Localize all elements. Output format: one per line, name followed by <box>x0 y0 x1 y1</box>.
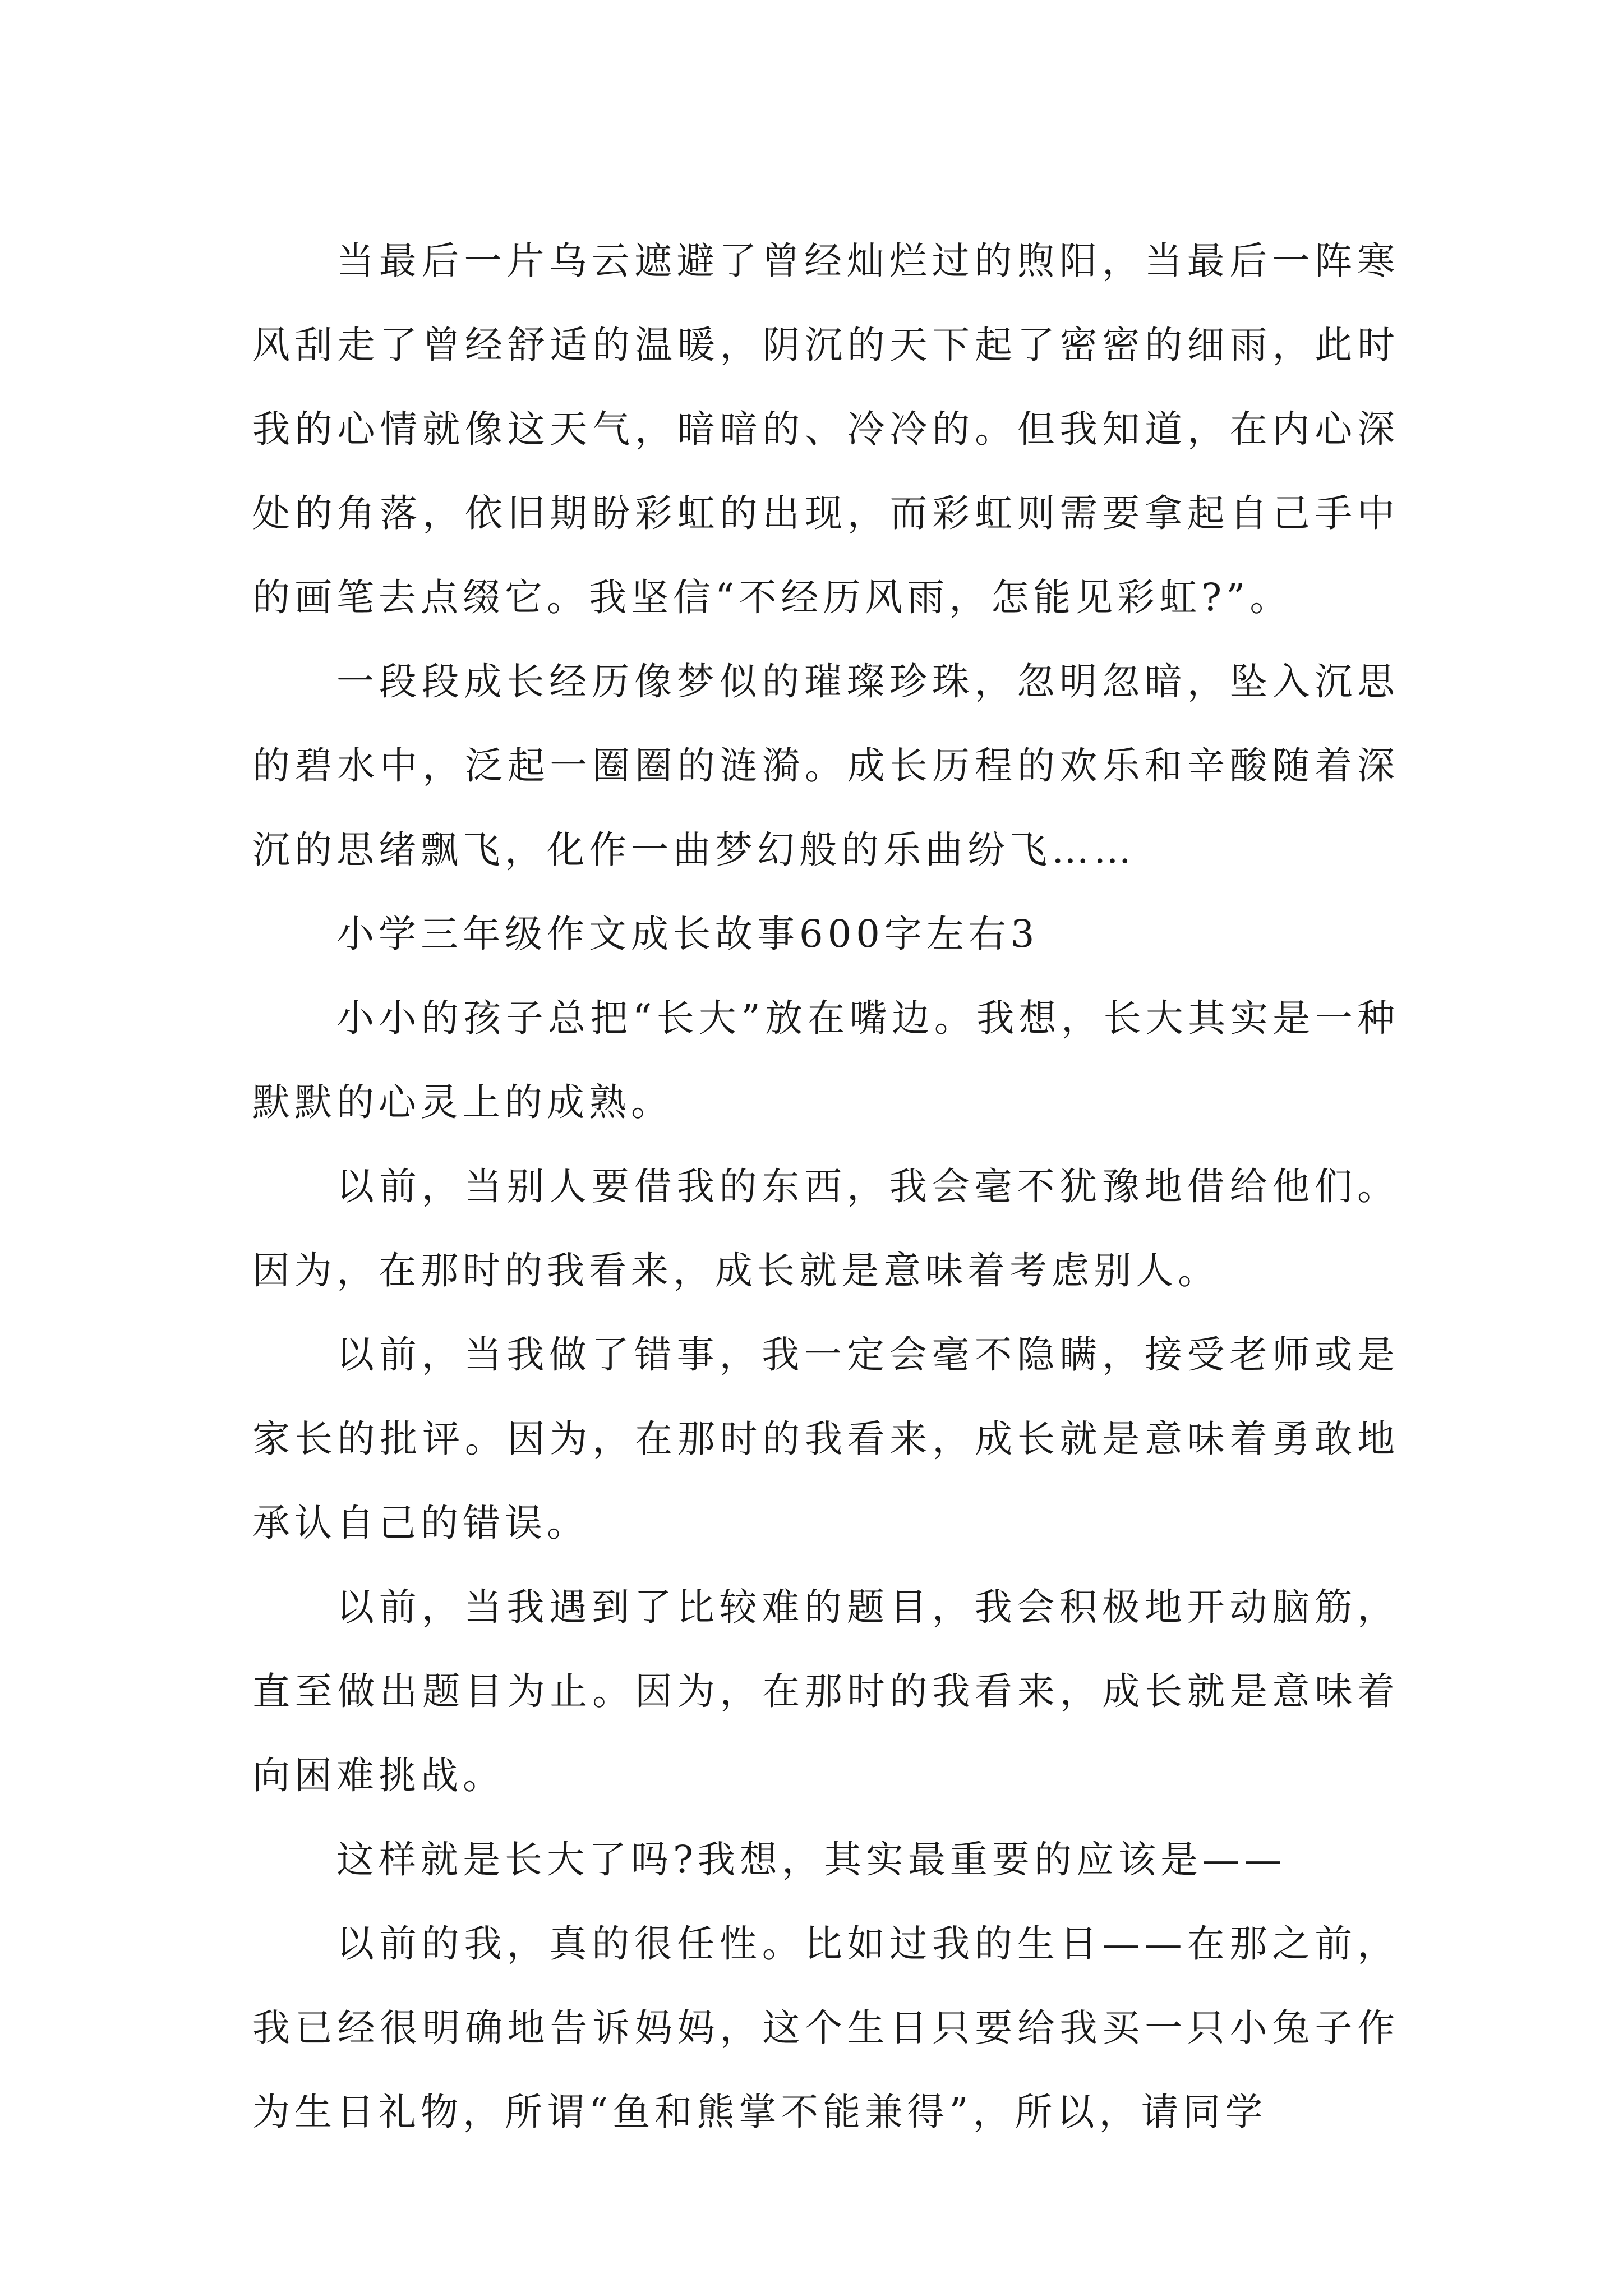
paragraph-growing-up: 小小的孩子总把“长大”放在嘴边。我想，长大其实是一种默默的心灵上的成熟。 <box>252 996 1399 1124</box>
paragraph-growth-pearls: 一段段成长经历像梦似的璀璨珍珠，忽明忽暗，坠入沉思的碧水中，泛起一圈圈的涟漪。成长历程的欢乐和辛酸随着深沉的思绪飘飞，化作一曲梦幻般的乐曲纷飞…… <box>252 660 1399 872</box>
document-body <box>252 219 1399 2154</box>
paragraph-rainbow-intro: 当最后一片乌云遮避了曾经灿烂过的煦阳，当最后一阵寒风刮走了曾经舒适的温暖，阴沉的天下起了密密的细雨，此时我的心情就像这天气，暗暗的、冷冷的。但我知道，在内心深处的角落，依旧期盼彩虹的出现，而彩虹则需要拿起自己手中的画笔去点缀它。我坚信“不经历风雨，怎能见彩虹?”。 <box>252 239 1399 619</box>
paragraph-birthday: 以前的我，真的很任性。比如过我的生日——在那之前，我已经很明确地告诉妈妈，这个生日只要给我买一只小兔子作为生日礼物，所谓“鱼和熊掌不能兼得”，所以，请同学 <box>252 1922 1399 2134</box>
paragraph-difficult-problems: 以前，当我遇到了比较难的题目，我会积极地开动脑筋，直至做出题目为止。因为，在那时的我看来，成长就是意味着向困难挑战。 <box>252 1585 1399 1797</box>
paragraph-mistakes: 以前，当我做了错事，我一定会毫不隐瞒，接受老师或是家长的批评。因为，在那时的我看来，成长就是意味着勇敢地承认自己的错误。 <box>252 1333 1399 1545</box>
paragraph-question: 这样就是长大了吗?我想，其实最重要的应该是—— <box>336 1838 1287 1881</box>
paragraph-lending: 以前，当别人要借我的东西，我会毫不犹豫地借给他们。因为，在那时的我看来，成长就是意味着考虑别人。 <box>252 1165 1399 1292</box>
essay-title: 小学三年级作文成长故事600字左右3 <box>336 912 1039 956</box>
